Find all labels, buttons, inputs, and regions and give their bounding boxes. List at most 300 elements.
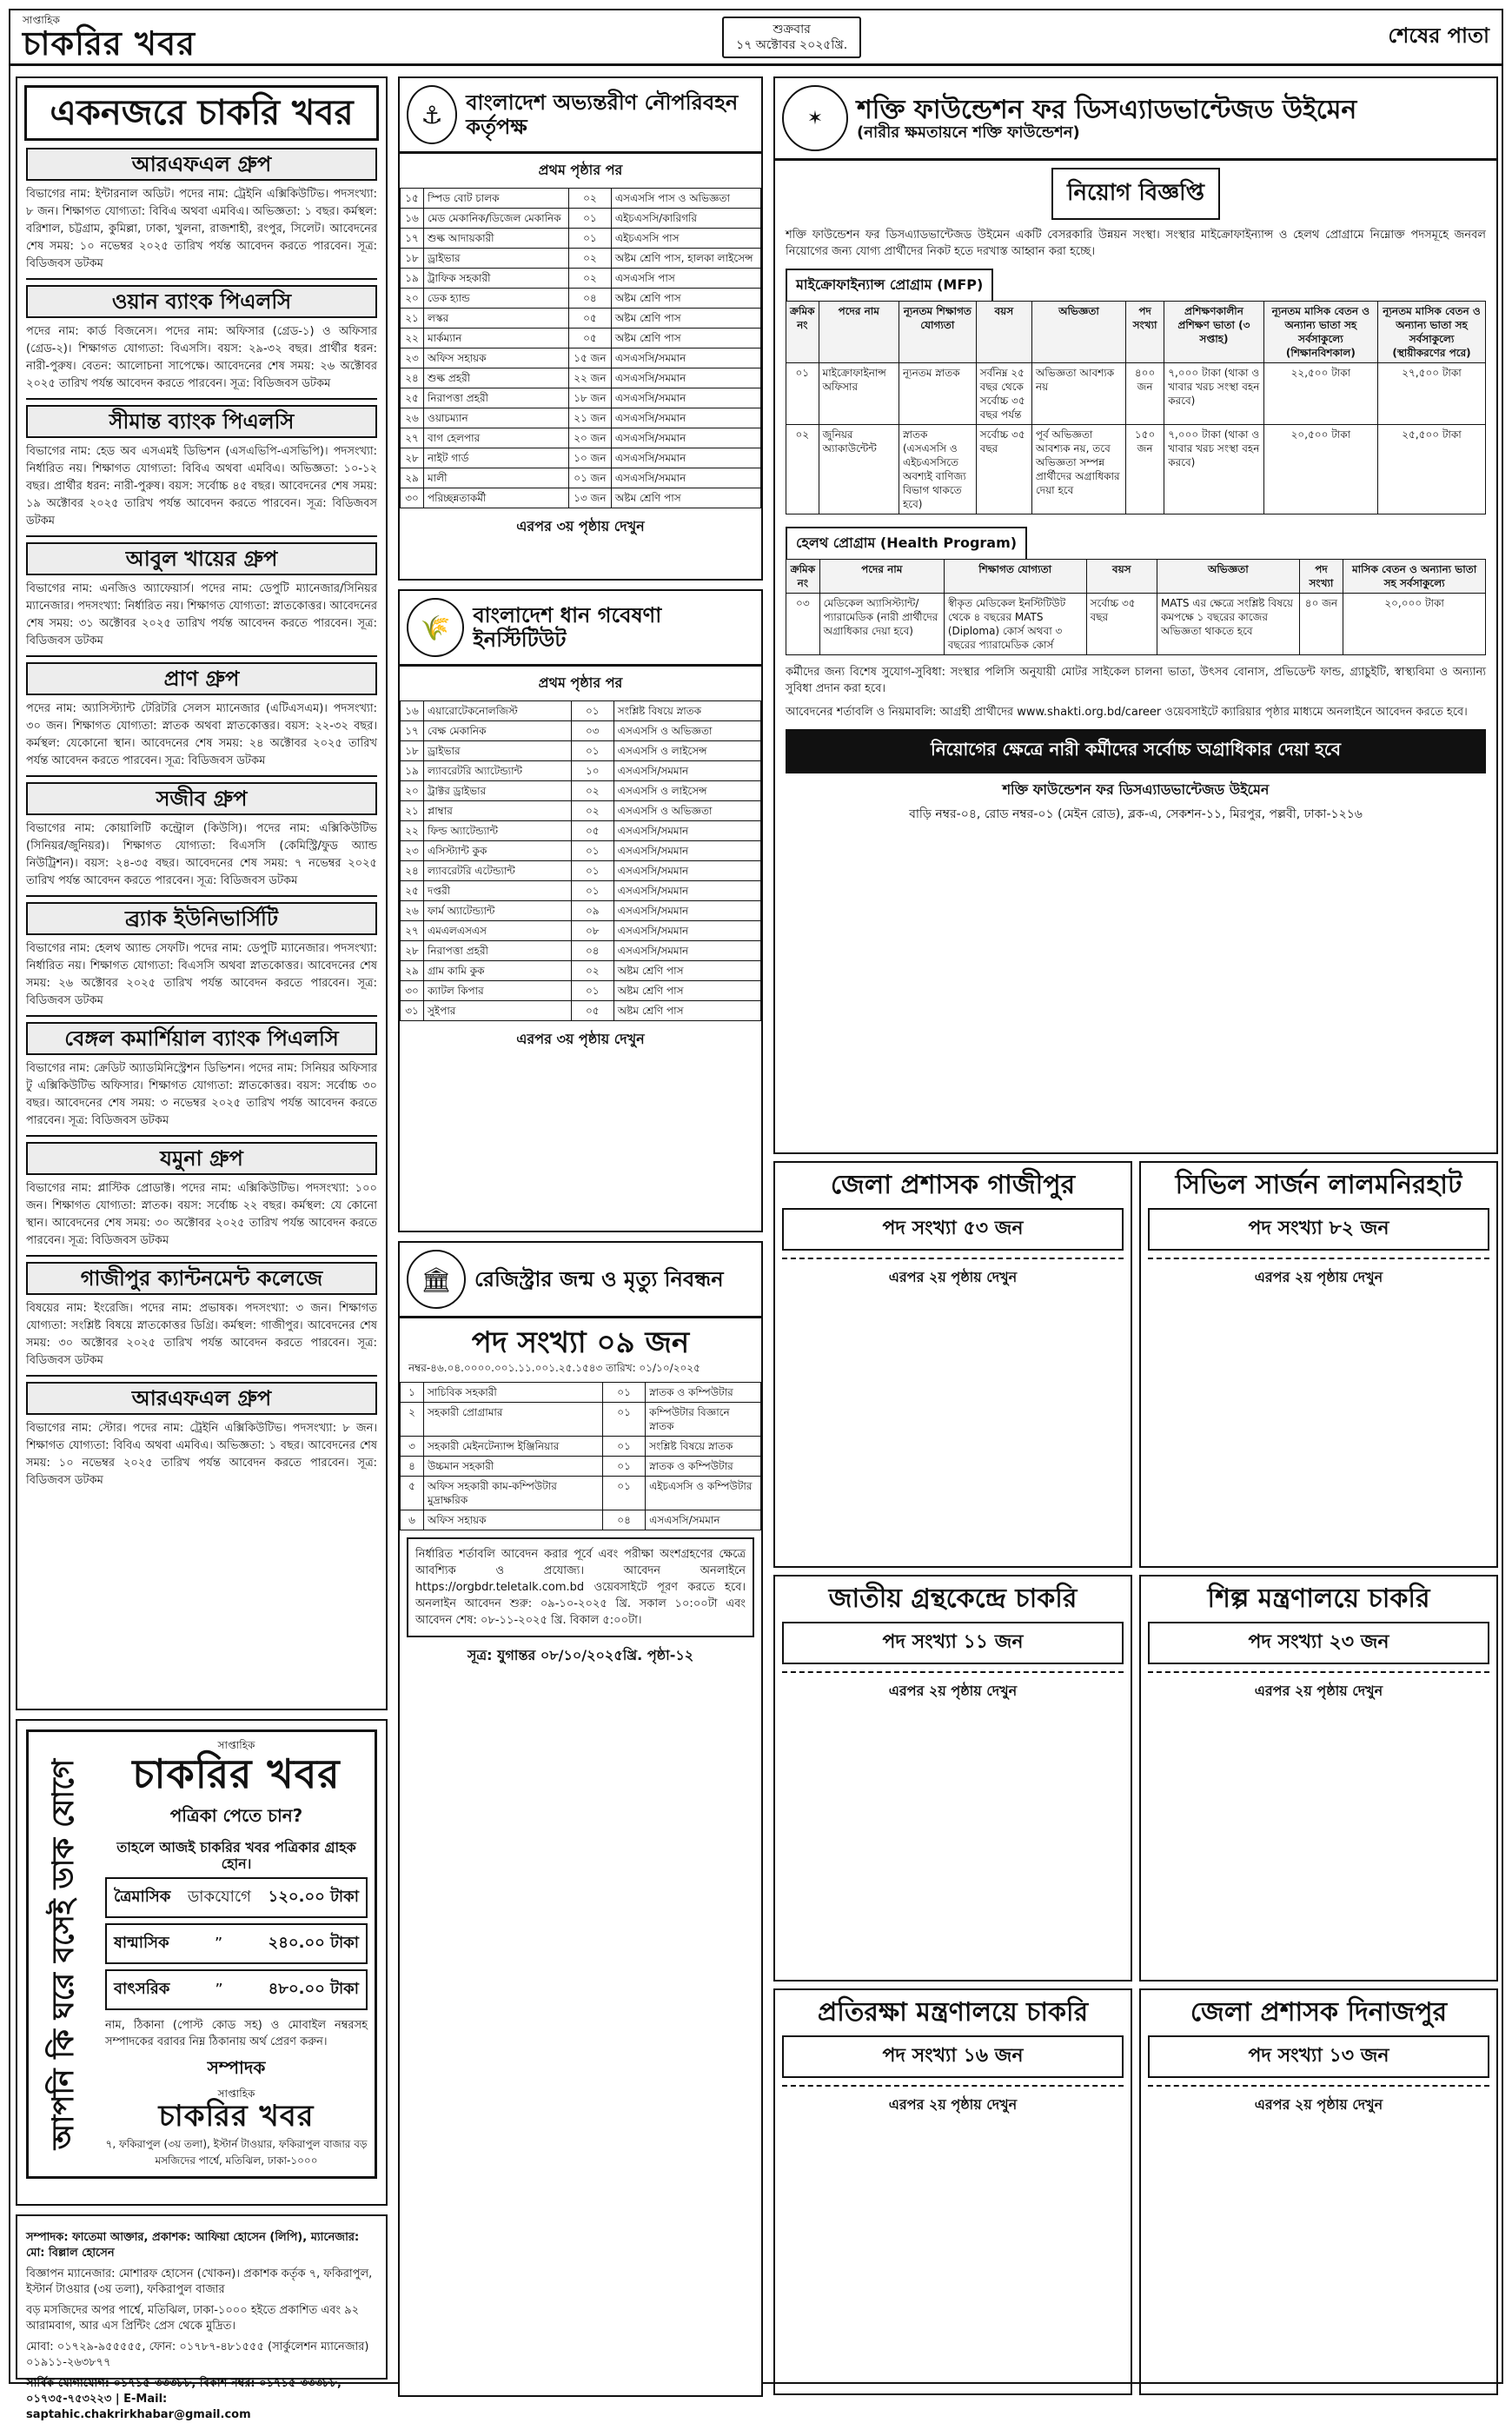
table-cell: ২৪: [401, 861, 424, 881]
table-cell: সর্বনিম্ন ২৫ বছর থেকে সর্বোচ্চ ৩৫ বছর পর্যন্ত: [976, 363, 1031, 425]
summary-text: বিভাগের নাম: প্লাস্টিক প্রোডাক্ট। পদের নাম: এক্সিকিউটিভ। পদসংখ্যা: ১০০ জন। শিক্ষাগত যোগ্যতা: স্নাতক। বয়স: সর্বোচ্চ ২২ বছর। কর্মস্থল: যে কোনো স্থান। আবেদনের শেষ সময়: ৩০ অক্টোবর ২০২৫ তারিখ পর্যন্ত আবেদন করতে পারবেন। সূত্র: বিডিজবস ডটকম: [26, 1182, 377, 1247]
registrar-source: সূত্র: যুগান্তর ০৮/১০/২০২৫খ্রি. পৃষ্ঠা-১২: [467, 1647, 694, 1663]
table-cell: ২২: [401, 821, 424, 841]
table-cell: অষ্টম শ্রেণি পাস: [611, 488, 760, 508]
table-cell: ৪০ জন: [1299, 594, 1343, 655]
summary-item: [17, 285, 386, 400]
ad-footer: এরপর ২য় পৃষ্ঠায় দেখুন: [888, 1269, 1018, 1285]
table-cell: ১০: [571, 761, 613, 781]
job-summary-panel: [16, 76, 388, 1710]
table-cell: গ্রাম কামি কুক: [424, 961, 572, 981]
summary-text: বিভাগের নাম: ইন্টারনাল অডিট। পদের নাম: ট্রেইনি এক্সিকিউটিভ। পদসংখ্যা: ৮ জন। শিক্ষাগত যোগ্যতা: বিবিএ অথবা এমবিএ। অভিজ্ঞতা: ১ বছর। কর্মস্থল: বরিশাল, চট্টগ্রাম, কুমিল্লা, ঢাকা, খুলনা, রাজশাহী, রংপুর, সিলেট। আবেদনের শেষ সময়: ১০ নভেম্বর ২০২৫ তারিখ পর্যন্ত আবেদন করতে পারবেন। সূত্র: বিডিজবস ডটকম: [26, 188, 377, 270]
table-cell: মার্কম্যান: [424, 329, 569, 349]
table-row: [401, 468, 761, 488]
table-cell: ০২: [786, 425, 819, 514]
divider: [26, 278, 377, 280]
table-row: [401, 841, 761, 861]
table-cell: ০১: [571, 701, 613, 721]
table-cell: মেডিকেল অ্যাসিস্ট্যান্ট/প্যারামেডিক (নারী প্রার্থীদের অগ্রাধিকার দেয়া হবে): [819, 594, 944, 655]
table-cell: ২২,৫০০ টাকা: [1263, 363, 1377, 425]
ad-footer: এরপর ২য় পৃষ্ঠায় দেখুন: [888, 2096, 1018, 2113]
brand-tag: সাপ্তাহিক: [23, 13, 60, 26]
table-row: [401, 721, 761, 741]
registrar-instructions: [407, 1537, 754, 1637]
table-row: [401, 801, 761, 821]
table-cell: বাগ হেলপার: [424, 428, 569, 448]
table-cell: ৭,০০০ টাকা (থাকা ও খাবার খরচ সংস্থা বহন করবে): [1164, 425, 1264, 514]
table-cell: এসএসসি/সমমান: [611, 428, 760, 448]
table-cell: অফিস সহকারী কাম-কম্পিউটার মুদ্রাক্ষরিক: [424, 1477, 603, 1510]
ad-divider: [1148, 1258, 1489, 1259]
brand: [23, 14, 196, 61]
table-row: [401, 448, 761, 468]
table-cell: ২: [401, 1403, 424, 1437]
table-cell: অফিস সহায়ক: [424, 1510, 603, 1530]
table-header: পদের নাম: [819, 302, 899, 363]
ad-title: সিভিল সার্জন লালমনিরহাট: [1175, 1170, 1462, 1200]
table-row: [401, 329, 761, 349]
table-cell: ২১: [401, 801, 424, 821]
table-cell: ০১ জন: [568, 468, 611, 488]
ad-footer: এরপর ২য় পৃষ্ঠায় দেখুন: [888, 1683, 1018, 1699]
table-cell: ফিল্ড অ্যাটেন্ড্যান্ট: [424, 821, 572, 841]
health-table: [786, 559, 1486, 655]
table-row: [401, 701, 761, 721]
table-cell: ২০ জন: [568, 428, 611, 448]
table-cell: সংশ্লিষ্ট বিষয়ে স্নাতক: [646, 1437, 761, 1457]
subscription-box: [26, 1729, 377, 2179]
table-header: পদ সংখ্যা: [1299, 560, 1343, 594]
table-cell: এইচএসসি পাস: [611, 229, 760, 249]
biwta-sub: প্রথম পৃষ্ঠার পর: [538, 162, 623, 178]
plan-price: ১২০.০০ টাকা: [268, 1888, 359, 1906]
brri-table: [400, 700, 761, 1021]
summary-org: প্রাণ গ্রুপ: [26, 662, 377, 695]
ad-divider: [782, 2085, 1124, 2087]
table-row: [401, 1510, 761, 1530]
summary-org: আরএফএল গ্রুপ: [26, 148, 377, 181]
table-cell: ল্যাবরেটরি অ্যাটেন্ড্যান্ট: [424, 761, 572, 781]
date-full: ১৭ অক্টোবর ২০২৫খ্রি.: [736, 37, 848, 52]
table-row: [401, 1383, 761, 1403]
table-cell: ০১: [568, 209, 611, 229]
biwta-title: বাংলাদেশ অভ্যন্তরীণ নৌপরিবহন কর্তৃপক্ষ: [466, 90, 739, 139]
table-cell: এসএসসি/সমমান: [613, 901, 760, 921]
ad-title: জেলা প্রশাসক গাজীপুর: [830, 1170, 1076, 1200]
table-cell: ০৩: [786, 594, 820, 655]
summary-text: বিভাগের নাম: ক্রেডিট অ্যাডমিনিস্ট্রেশন ডিভিশন। পদের নাম: সিনিয়র অফিসার টু এক্সিকিউটিভ অফিসার। শিক্ষাগত যোগ্যতা: স্নাতকোত্তর। বয়স: সর্বোচ্চ ৩০ বছর। আবেদনের শেষ সময়: ৩ নভেম্বর ২০২৫ তারিখ পর্যন্ত আবেদন করতে পারবেন। সূত্র: বিডিজবস ডটকম: [26, 1062, 377, 1127]
shakti-header-text: [857, 96, 1489, 141]
subscription-plan: [105, 1969, 368, 2010]
table-cell: এসএসসি/সমমান: [611, 349, 760, 368]
table-header: ক্রমিক নং: [786, 560, 820, 594]
shakti-notice-text: নিয়োগ বিজ্ঞপ্তি: [1051, 168, 1220, 220]
table-cell: ০১: [603, 1437, 646, 1457]
table-cell: ৩০: [401, 488, 424, 508]
subscription-brand-name: চাকরির খবর: [132, 1750, 341, 1797]
job-summary-title: একনজরে চাকরি খবর: [24, 85, 379, 141]
table-row: [401, 209, 761, 229]
table-cell: স্নাতক (এসএসসি ও এইচএসসিতে অবশ্যই বাণিজ্য বিভাগ থাকতে হবে): [899, 425, 976, 514]
table-cell: ১৭: [401, 229, 424, 249]
summary-item: [17, 1262, 386, 1377]
plan-mode: ”: [215, 1981, 223, 1999]
table-cell: ট্রাক্টর ড্রাইভার: [424, 781, 572, 801]
shakti-address: বাড়ি নম্বর-০৪, রোড নম্বর-০১ (মেইন রোড), ব্লক-এ, সেকশন-১১, মিরপুর, পল্লবী, ঢাকা-১২১৬: [909, 807, 1363, 821]
table-row: [401, 488, 761, 508]
table-cell: এসএসসি/সমমান: [613, 941, 760, 961]
imprint-line-3: বড় মসজিদের অপর পার্শ্বে, মতিঝিল, ঢাকা-১০০০ হইতে প্রকাশিত এবং ৯২ আরামবাগ, আর এস প্রিন্টিং প্রেস থেকে মুদ্রিত।: [26, 2304, 360, 2333]
table-row: [401, 269, 761, 289]
table-cell: এসএসসি/সমমান: [613, 761, 760, 781]
table-row: [786, 560, 1486, 594]
ad-posts: পদ সংখ্যা ১৬ জন: [782, 2035, 1124, 2078]
shakti-notice: [775, 168, 1496, 220]
divider: [26, 775, 377, 777]
table-cell: ০১: [603, 1383, 646, 1403]
table-header: প্রশিক্ষণকালীন প্রশিক্ষণ ভাতা (৩ সপ্তাহ): [1164, 302, 1264, 363]
divider: [26, 655, 377, 657]
brri-logo-icon: 🌾: [407, 598, 464, 657]
table-cell: ০১: [571, 881, 613, 901]
table-row: [401, 1437, 761, 1457]
table-header: ন্যূনতম মাসিক বেতন ও অন্যান্য ভাতা সহ সর্বসাকুল্যে (স্থায়ীকরণের পরে): [1378, 302, 1486, 363]
table-row: [401, 289, 761, 309]
shakti-sub: (নারীর ক্ষমতায়নে শক্তি ফাউন্ডেশন): [857, 123, 1080, 142]
table-cell: ০১: [571, 841, 613, 861]
ad-title: প্রতিরক্ষা মন্ত্রণালয়ে চাকরি: [817, 1997, 1089, 2028]
table-cell: এসএসসি ও অভিজ্ঞতা: [613, 801, 760, 821]
plan-price: ৪৮০.০০ টাকা: [268, 1980, 359, 1998]
table-header: ন্যূনতম মাসিক বেতন ও অন্যান্য ভাতা সহ সর্বসাকুল্যে (শিক্ষানবিশকাল): [1263, 302, 1377, 363]
left-column: [16, 76, 388, 2421]
table-cell: ১০ জন: [568, 448, 611, 468]
table-cell: এসএসসি/সমমান: [611, 468, 760, 488]
biwta-logo-icon: ⚓: [407, 85, 457, 144]
mfp-table: [786, 301, 1486, 514]
table-cell: নিরাপত্তা প্রহরী: [424, 388, 569, 408]
table-row: [401, 761, 761, 781]
table-cell: ড্রাইভার: [424, 741, 572, 761]
summary-item: [17, 148, 386, 280]
table-header: শিক্ষাগত যোগ্যতা: [944, 560, 1086, 594]
table-cell: এসএসসি/সমমান: [611, 388, 760, 408]
table-cell: ক্যাটল কিপার: [424, 981, 572, 1001]
table-cell: সুইপার: [424, 1001, 572, 1021]
table-cell: ০১: [571, 741, 613, 761]
ad-card: [1139, 1988, 1498, 2395]
table-cell: সর্বোচ্চ ৩৫ বছর: [1086, 594, 1157, 655]
shakti-apply: আবেদনের শর্তাবলি ও নিয়মাবলি: আগ্রহী প্রার্থীদের www.shakti.org.bd/career ওয়েবসাইটে ক্যারিয়ার পৃষ্ঠার মাধ্যমে অনলাইনে আবেদন করতে হবে।: [786, 706, 1468, 719]
biwta-header: [400, 78, 761, 154]
ad-card: [773, 1988, 1132, 2395]
table-row: [401, 309, 761, 329]
summary-text: বিভাগের নাম: কোয়ালিটি কন্ট্রোল (কিউসি)। পদের নাম: এক্সিকিউটিভ (সিনিয়র/জুনিয়র)। শিক্ষাগত যোগ্যতা: বিএসসি (কেমিস্ট্রি/ফুড অ্যান্ড নিউট্রিশন)। বয়স: ২৪-৩৫ বছর। আবেদনের শেষ সময়: ৭ নভেম্বর ২০২৫ তারিখ পর্যন্ত আবেদন করতে পারবেন। সূত্র: বিডিজবস ডটকম: [26, 822, 377, 887]
table-cell: মালী: [424, 468, 569, 488]
table-row: [401, 781, 761, 801]
table-cell: ট্রাফিক সহকারী: [424, 269, 569, 289]
registrar-headline: পদ সংখ্যা ০৯ জন: [471, 1325, 690, 1360]
table-header: মাসিক বেতন ও অন্যান্য ভাতা সহ সর্বসাকুল্যে: [1343, 560, 1486, 594]
imprint-line-1: সম্পাদক: ফাতেমা আক্তার, প্রকাশক: আফিয়া হোসেন (লিপি), ম্যানেজার: মো: বিল্লাল হোসেন: [26, 2231, 360, 2260]
table-header: ক্রমিক নং: [786, 302, 819, 363]
table-cell: নিরাপত্তা প্রহরী: [424, 941, 572, 961]
ads-grid: [773, 1161, 1498, 2395]
table-cell: ০২: [571, 801, 613, 821]
registrar-memo: নম্বর-৪৬.০৪.০০০০.০০১.১১.০০১.২৫.১৫৪৩ তারিখ: ০১/১০/২০২৫: [408, 1362, 700, 1374]
table-cell: ২৩: [401, 841, 424, 861]
ad-divider: [1148, 1671, 1489, 1673]
table-cell: ২১: [401, 309, 424, 329]
shakti-intro: শক্তি ফাউন্ডেশন ফর ডিসএ্যাডভান্টেজড উইমেন একটি বেসরকারি উন্নয়ন সংস্থা। সংস্থার মাইক্রোফাইন্যান্স ও হেলথ প্রোগ্রামে নিম্নোক্ত পদসমূহে জনবল নিয়োগের জন্য যোগ্য প্রার্থীদের নিকট হতে দরখাস্ত আহ্বান করা হচ্ছে।: [786, 229, 1486, 258]
ad-posts: পদ সংখ্যা ৫৩ জন: [782, 1208, 1124, 1251]
imprint-line-2: বিজ্ঞাপন ম্যানেজার: মোশারফ হোসেন (খোকন)। প্রকাশক কর্তৃক ৭, ফকিরাপুল, ইস্টার্ন টাওয়ার (৩য় তলা), ফকিরাপুল বাজার: [26, 2267, 373, 2296]
summary-item: [17, 662, 386, 777]
table-cell: ১: [401, 1383, 424, 1403]
table-cell: ০৫: [568, 329, 611, 349]
table-row: [401, 921, 761, 941]
table-cell: ২০,৫০০ টাকা: [1263, 425, 1377, 514]
table-cell: পরিচ্ছন্নতাকর্মী: [424, 488, 569, 508]
summary-org: সীমান্ত ব্যাংক পিএলসি: [26, 405, 377, 438]
table-cell: এইচএসসি/কারিগরি: [611, 209, 760, 229]
table-cell: এইচএসসি ও কম্পিউটার: [646, 1477, 761, 1510]
government-seal-icon: 🏛: [407, 1250, 466, 1309]
table-row: [401, 861, 761, 881]
divider: [26, 398, 377, 400]
table-header: বয়স: [976, 302, 1031, 363]
table-cell: ১৮ জন: [568, 388, 611, 408]
table-cell: এসএসসি ও লাইসেন্স: [613, 741, 760, 761]
summary-item: [17, 1142, 386, 1257]
table-cell: ১৩ জন: [568, 488, 611, 508]
table-cell: অষ্টম শ্রেণি পাস: [611, 309, 760, 329]
divider: [26, 895, 377, 897]
subscription-plan: [105, 1877, 368, 1918]
table-cell: ল্যাবরেটরি এটেন্ড্যান্ট: [424, 861, 572, 881]
table-header: পদ সংখ্যা: [1125, 302, 1164, 363]
brri-title: বাংলাদেশ ধান গবেষণা ইনস্টিটিউট: [473, 602, 662, 652]
table-cell: উচ্চমান সহকারী: [424, 1457, 603, 1477]
table-cell: স্পিড বোট চালক: [424, 189, 569, 209]
table-cell: এসিস্ট্যান্ট কুক: [424, 841, 572, 861]
registrar-title: রেজিস্ট্রার জন্ম ও মৃত্যু নিবন্ধন: [474, 1266, 724, 1291]
table-cell: ৪০০ জন: [1125, 363, 1164, 425]
ad-posts: পদ সংখ্যা ১১ জন: [782, 1622, 1124, 1664]
table-cell: ২৪: [401, 368, 424, 388]
table-cell: এসএসসি/সমমান: [611, 448, 760, 468]
table-cell: এসএসসি/সমমান: [613, 821, 760, 841]
table-cell: ২২: [401, 329, 424, 349]
shakti-logo-icon: ✶: [782, 85, 848, 151]
summary-item: [17, 542, 386, 657]
page-label: শেষের পাতা: [1388, 23, 1489, 48]
right-column: [773, 76, 1498, 2395]
registrar-instructions-text: নির্ধারিত শর্তাবলি আবেদন করার পূর্বে এবং পরীক্ষা অংশগ্রহণের ক্ষেত্রে আবশ্যিক ও প্রযোজ্য। আবেদন অনলাইনে https://orgbdr.teletalk.com.bd ওয়েবসাইটে পূরণ করতে হবে। অনলাইন আবেদন শুরু: ০৯-১০-২০২৫ খ্রি. সকাল ১০:০০টা এবং আবেদন শেষ: ০৮-১১-২০২৫ খ্রি. বিকাল ৫:০০টা।: [415, 1548, 746, 1627]
table-cell: এসএসসি পাস: [611, 269, 760, 289]
summary-org: আরএফএল গ্রুপ: [26, 1382, 377, 1415]
imprint-line-5: সার্বিক যোগাযোগ: ০১৭১৫-৩৩৩৮৮, বিকাশ নম্বর: ০১৭১৫-৩৩৩৮৮, ০১৭৩৫-৭৫৩২২৩ | E-Mail: saptahic.chakrirkhabar@gmail.com: [26, 2377, 342, 2421]
table-cell: শুল্ক আদায়কারী: [424, 229, 569, 249]
table-cell: সংশ্লিষ্ট বিষয়ে স্নাতক: [613, 701, 760, 721]
plan-label: বাৎসরিক: [114, 1980, 170, 1998]
table-cell: এসএসসি/সমমান: [611, 408, 760, 428]
table-row: [786, 425, 1486, 514]
plan-mode: ”: [214, 1935, 223, 1953]
table-cell: ০১: [571, 981, 613, 1001]
summary-org: ওয়ান ব্যাংক পিএলসি: [26, 285, 377, 318]
table-cell: ২৬: [401, 408, 424, 428]
ad-posts: পদ সংখ্যা ২৩ জন: [1148, 1622, 1489, 1664]
summary-item: [17, 782, 386, 897]
table-cell: ০৫: [571, 821, 613, 841]
imprint-panel: [16, 2214, 388, 2421]
table-row: [401, 821, 761, 841]
table-cell: ৩০: [401, 981, 424, 1001]
table-cell: MATS এর ক্ষেত্রে সংশ্লিষ্ট বিষয়ে কমপক্ষে ১ বছরের কাজের অভিজ্ঞতা থাকতে হবে: [1157, 594, 1299, 655]
table-cell: ১৬: [401, 701, 424, 721]
table-cell: ০২: [568, 269, 611, 289]
table-cell: ০১: [571, 861, 613, 881]
date-day: শুক্রবার: [773, 22, 811, 37]
table-cell: জুনিয়র অ্যাকাউন্টেন্ট: [819, 425, 899, 514]
date-box: [722, 17, 861, 58]
table-row: [401, 741, 761, 761]
ad-title: জাতীয় গ্রন্থকেন্দ্রে চাকরি: [828, 1583, 1078, 1614]
table-cell: অষ্টম শ্রেণি পাস: [613, 961, 760, 981]
table-cell: ০৪: [568, 289, 611, 309]
table-cell: সহকারী মেইনটেন্যান্স ইঞ্জিনিয়ার: [424, 1437, 603, 1457]
summary-item: [17, 902, 386, 1017]
table-cell: এমএলএসএস: [424, 921, 572, 941]
table-row: [401, 881, 761, 901]
table-row: [401, 249, 761, 269]
table-cell: স্নাতক ও কম্পিউটার: [646, 1457, 761, 1477]
table-cell: এসএসসি/সমমান: [613, 861, 760, 881]
table-cell: অষ্টম শ্রেণি পাস: [613, 981, 760, 1001]
table-row: [401, 1477, 761, 1510]
summary-text: বিভাগের নাম: স্টোর। পদের নাম: ট্রেইনি এক্সিকিউটিভ। পদসংখ্যা: ৮ জন। শিক্ষাগত যোগ্যতা: বিবিএ অথবা এমবিএ। অভিজ্ঞতা: ১ বছর। আবেদনের শেষ সময়: ১০ নভেম্বর ২০২৫ তারিখ পর্যন্ত আবেদন করতে পারবেন। সূত্র: বিডিজবস ডটকম: [26, 1422, 377, 1487]
table-cell: সর্বোচ্চ ৩৫ বছর: [976, 425, 1031, 514]
table-cell: এসএসসি/সমমান: [613, 921, 760, 941]
divider: [26, 1135, 377, 1137]
subscription-question: পত্রিকা পেতে চান?: [169, 1805, 303, 1826]
table-cell: ২৭: [401, 921, 424, 941]
table-cell: ৭,০০০ টাকা (থাকা ও খাবার খরচ সংস্থা বহন করবে): [1164, 363, 1264, 425]
table-cell: অফিস সহায়ক: [424, 349, 569, 368]
table-header: পদের নাম: [819, 560, 944, 594]
subscription-address-note: নাম, ঠিকানা (পোস্ট কোড সহ) ও মোবাইল নম্বরসহ সম্পাদকের বরাবর নিম্ন ঠিকানায় অর্থ প্রেরণ করুন।: [105, 2019, 368, 2048]
plan-label: ষান্মাসিক: [114, 1934, 169, 1952]
table-row: [401, 1403, 761, 1437]
middle-column: [398, 76, 763, 2397]
biwta-footer: এরপর ৩য় পৃষ্ঠায় দেখুন: [516, 518, 645, 534]
brri-header: [400, 591, 761, 667]
shakti-panel: [773, 76, 1498, 1154]
summary-org: গাজীপুর ক্যান্টনমেন্ট কলেজে: [26, 1262, 377, 1295]
shakti-header: [775, 78, 1496, 161]
table-row: [401, 901, 761, 921]
subscription-brand-tag: সাপ্তাহিক: [217, 1739, 255, 1751]
table-cell: ১৮: [401, 249, 424, 269]
table-row: [401, 961, 761, 981]
table-cell: ২৫,৫০০ টাকা: [1378, 425, 1486, 514]
table-cell: ২০: [401, 781, 424, 801]
subscription-brand-tag-2: সাপ্তাহিক: [217, 2088, 255, 2100]
ad-title: জেলা প্রশাসক দিনাজপুর: [1190, 1997, 1448, 2028]
table-cell: ১৯: [401, 761, 424, 781]
summary-org: যমুনা গ্রুপ: [26, 1142, 377, 1175]
table-cell: ২২ জন: [568, 368, 611, 388]
table-cell: অষ্টম শ্রেণি পাস: [611, 289, 760, 309]
imprint-line-4: মোবা: ০১৭২৯-৯৫৫৫৫৫, ফোন: ০১৭৮৭-৪৮১৫৫৫ (সার্কুলেশন ম্যানেজার) ০১৯১১-২৬৩৮৭৭: [26, 2340, 369, 2369]
table-cell: ৫: [401, 1477, 424, 1510]
biwta-panel: [398, 76, 763, 581]
table-cell: ১৯: [401, 269, 424, 289]
table-cell: ২০,০০০ টাকা: [1343, 594, 1486, 655]
table-cell: ন্যূনতম স্নাতক: [899, 363, 976, 425]
shakti-benefits: কর্মীদের জন্য বিশেষ সুযোগ-সুবিধা: সংস্থার পলিসি অনুযায়ী মোটর সাইকেল চালনা ভাতা, উৎসব বোনাস, প্রভিডেন্ট ফান্ড, গ্র্যাচুইটি, স্বাস্থ্যবিমা ও অন্যান্য সুবিধা প্রদান করা হবে।: [786, 666, 1486, 695]
table-cell: অষ্টম শ্রেণি পাস, হালকা লাইসেন্স: [611, 249, 760, 269]
table-row: [401, 941, 761, 961]
table-cell: এসএসসি/সমমান: [613, 841, 760, 861]
summary-text: পদের নাম: কার্ড বিজনেস। পদের নাম: অফিসার (গ্রেড-১) ও অফিসার (গ্রেড-২)। শিক্ষাগত যোগ্যতা: বিএসসি। বয়স: ২৯-৩২ বছর। প্রার্থীর ধরন: নারী-পুরুষ। বেতন: আলোচনা সাপেক্ষে। আবেদনের শেষ সময়: ২৬ অক্টোবর ২০২৫ তারিখ পর্যন্ত আবেদন করতে পারবেন। সূত্র: বিডিজবস ডটকম: [26, 325, 377, 390]
table-cell: ১৫০ জন: [1125, 425, 1164, 514]
table-row: [401, 1457, 761, 1477]
summary-text: বিভাগের নাম: এনজিও অ্যাফেয়ার্স। পদের নাম: ডেপুটি ম্যানেজার/সিনিয়র ম্যানেজার। পদসংখ্যা: নির্ধারিত নয়। শিক্ষাগত যোগ্যতা: স্নাতকোত্তর। আবেদনের শেষ সময়: ৩১ অক্টোবর ২০২৫ তারিখ পর্যন্ত আবেদন করতে পারবেন। সূত্র: বিডিজবস ডটকম: [26, 582, 377, 647]
registrar-table: [400, 1382, 761, 1530]
table-cell: ২৭: [401, 428, 424, 448]
table-cell: ০৮: [571, 921, 613, 941]
table-cell: ৪: [401, 1457, 424, 1477]
table-cell: সাচিবিক সহকারী: [424, 1383, 603, 1403]
shakti-org: শক্তি ফাউন্ডেশন ফর ডিসএ্যাডভান্টেজড উইমেন: [857, 95, 1357, 125]
table-row: [401, 408, 761, 428]
table-cell: ০৪: [571, 941, 613, 961]
table-row: [786, 363, 1486, 425]
subscription-sign: সম্পাদক: [207, 2057, 266, 2078]
table-cell: পূর্ব অভিজ্ঞতা আবশ্যক নয়, তবে অভিজ্ঞতা সম্পন্ন প্রার্থীদের অগ্রাধিকার দেয়া হবে: [1031, 425, 1125, 514]
table-cell: ওয়াচম্যান: [424, 408, 569, 428]
table-header: অভিজ্ঞতা: [1031, 302, 1125, 363]
table-cell: ২৮: [401, 448, 424, 468]
brri-sub: প্রথম পৃষ্ঠার পর: [538, 674, 623, 691]
table-cell: এসএসসি পাস ও অভিজ্ঞতা: [611, 189, 760, 209]
table-cell: ০১: [603, 1403, 646, 1437]
ad-card: [1139, 1575, 1498, 1982]
table-row: [401, 229, 761, 249]
divider: [26, 1255, 377, 1257]
subscription-brand: [105, 1739, 368, 1796]
table-cell: ১৭: [401, 721, 424, 741]
summary-text: পদের নাম: অ্যাসিস্ট্যান্ট টেরিটরি সেলস ম্যানেজার (এটিএসএম)। পদসংখ্যা: ৩০ জন। শিক্ষাগত যোগ্যতা: স্নাতক অথবা স্নাতকোত্তর। বয়স: ২২-৩২ বছর। কর্মস্থল: যেকোনো স্থান। আবেদনের শেষ সময়: ২৪ অক্টোবর ২০২৫ তারিখ পর্যন্ত আবেদন করতে পারবেন। সূত্র: বিডিজবস ডটকম: [26, 702, 377, 767]
plan-price: ২৪০.০০ টাকা: [268, 1934, 359, 1952]
table-row: [786, 302, 1486, 363]
table-cell: ১৬: [401, 209, 424, 229]
table-cell: এসএসসি ও লাইসেন্স: [613, 781, 760, 801]
subscription-instruction: তাহলে আজই চাকরির খবর পত্রিকার গ্রাহক হোন।: [116, 1839, 356, 1872]
ad-divider: [782, 1258, 1124, 1259]
table-cell: ২৬: [401, 901, 424, 921]
table-cell: এসএসসি ও অভিজ্ঞতা: [613, 721, 760, 741]
table-cell: ২৫: [401, 881, 424, 901]
registrar-panel: [398, 1241, 763, 2397]
table-row: [401, 349, 761, 368]
table-cell: ১৫ জন: [568, 349, 611, 368]
table-cell: ০৪: [603, 1510, 646, 1530]
ad-footer: এরপর ২য় পৃষ্ঠায় দেখুন: [1254, 1683, 1383, 1699]
subscription-body: [105, 1739, 368, 2169]
